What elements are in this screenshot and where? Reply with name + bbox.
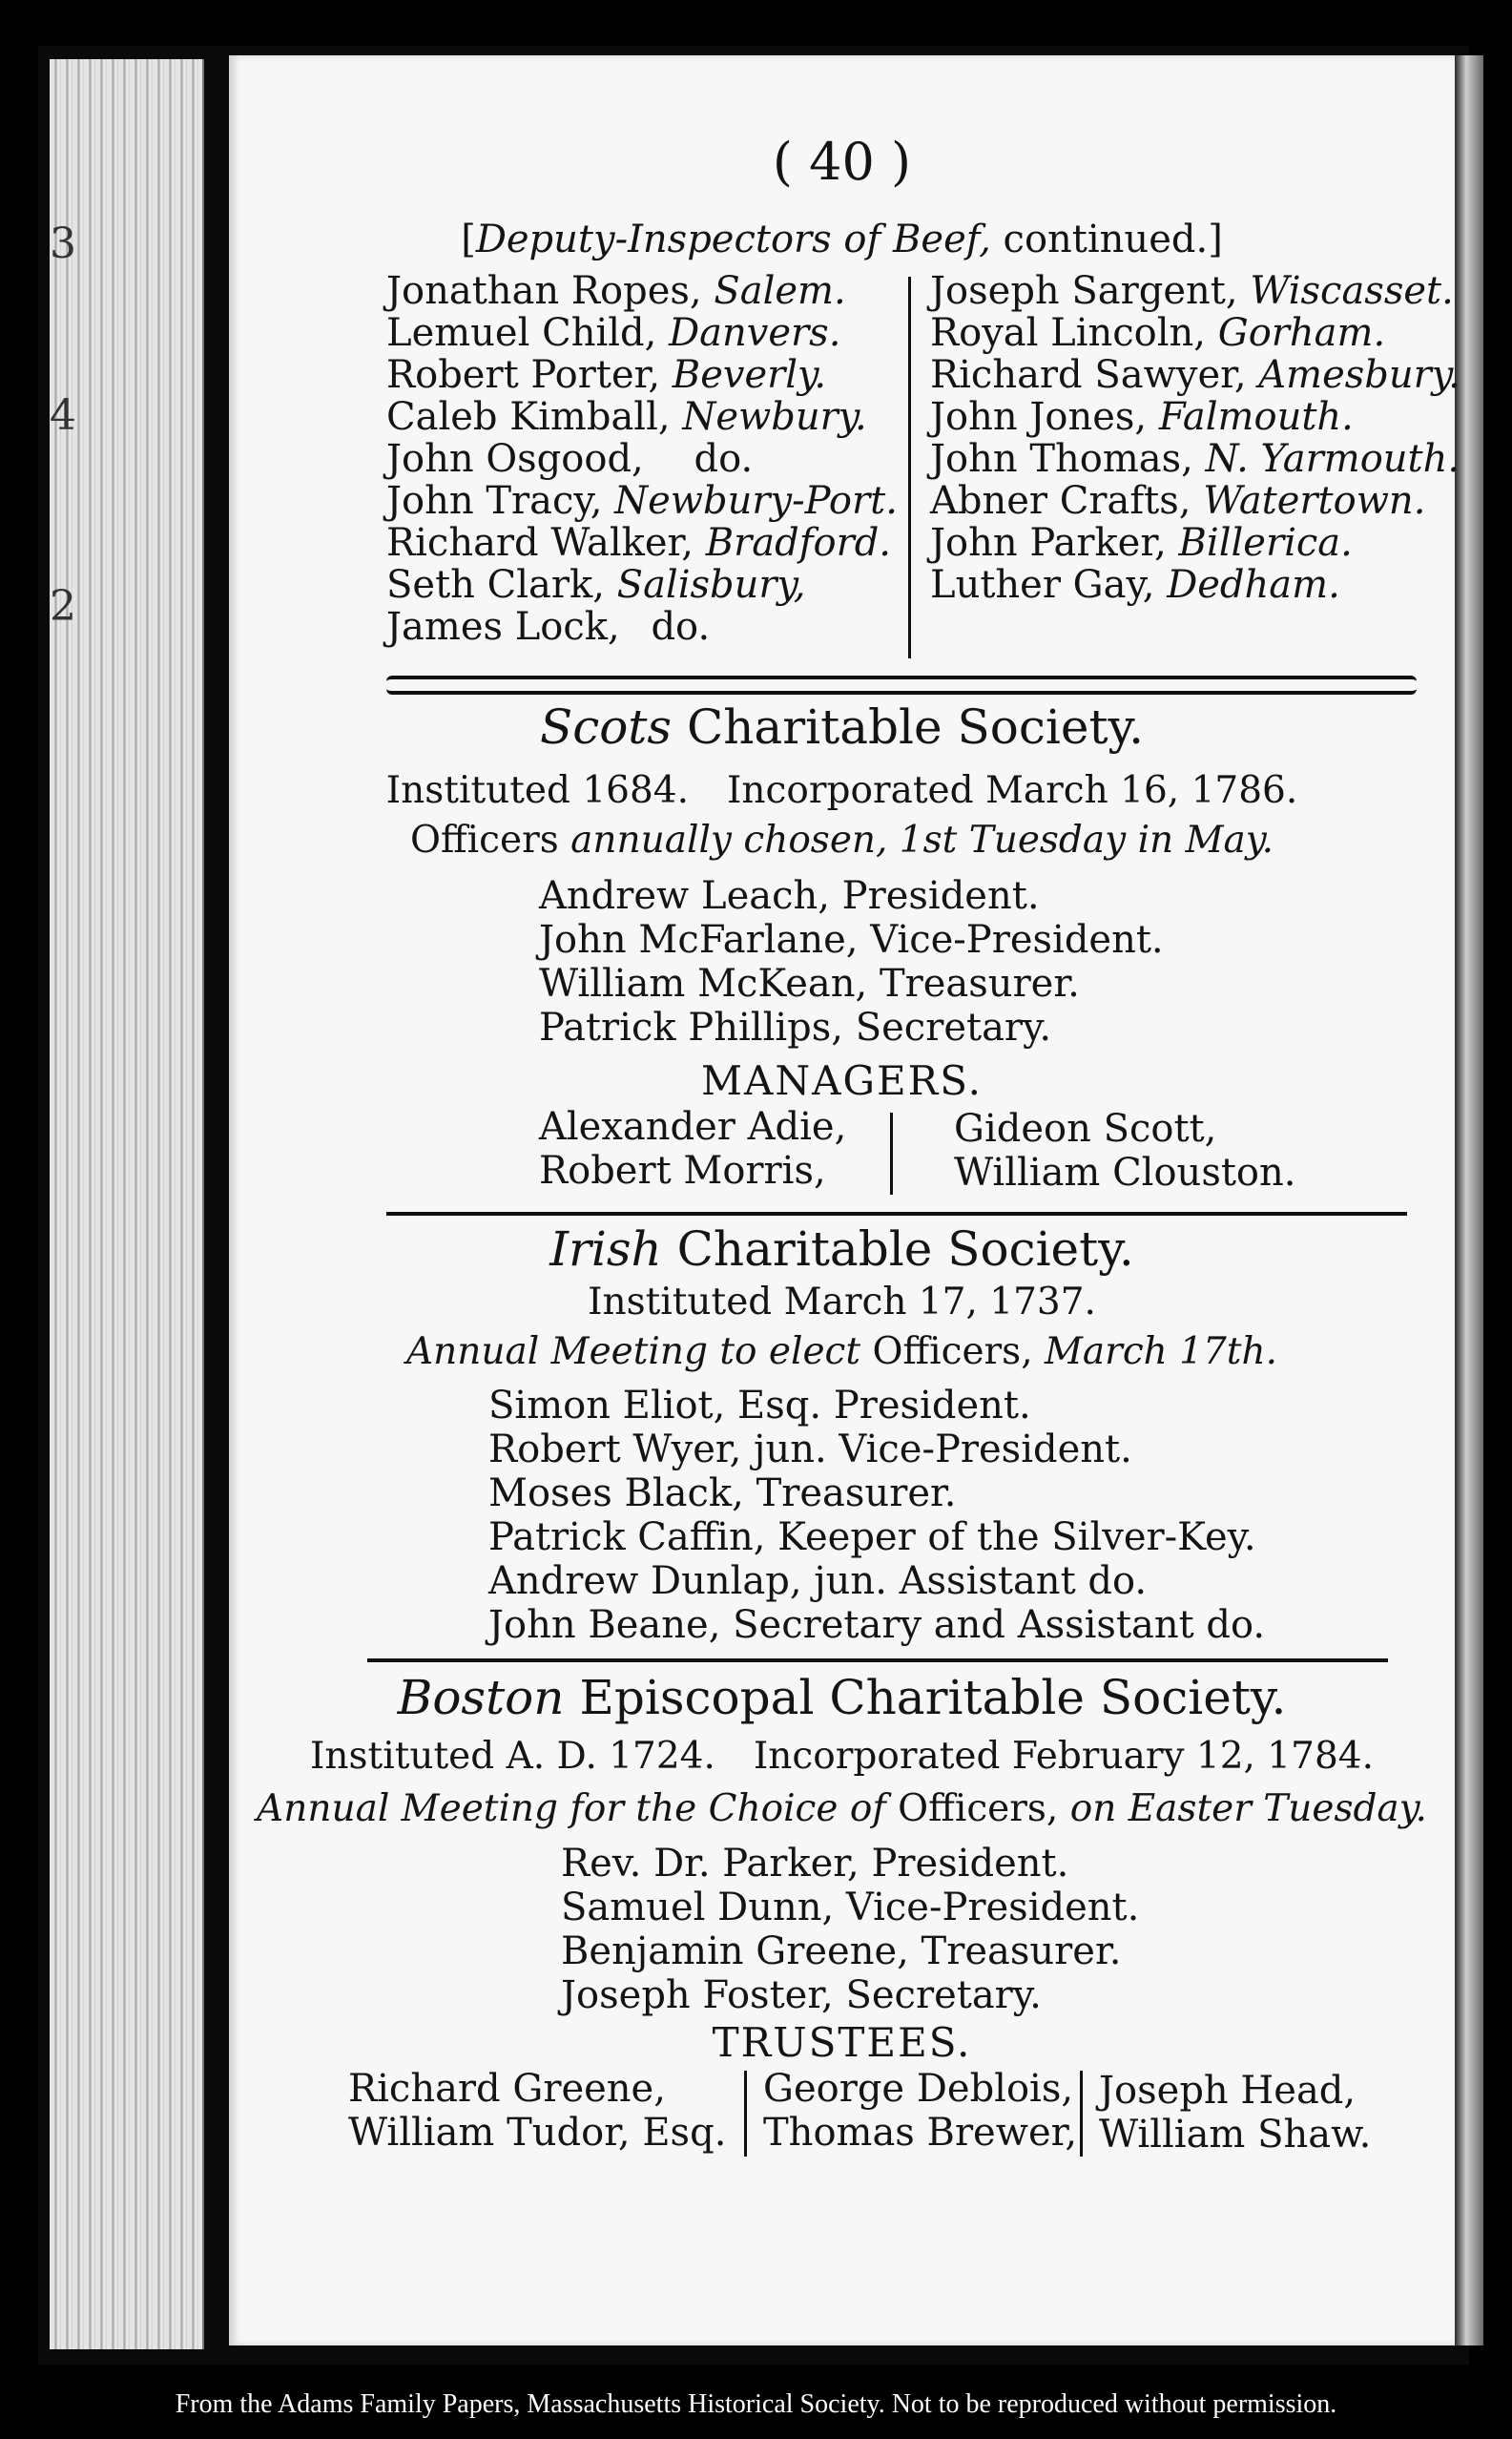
inspector-entry: John Thomas, N. Yarmouth.	[930, 437, 1460, 481]
continued-heading	[229, 218, 1455, 261]
irish-officer: Moses Black, Treasurer.	[488, 1471, 957, 1515]
irish-title-rest: Charitable Society.	[661, 1221, 1134, 1277]
inspector-entry: Luther Gay, Dedham.	[930, 563, 1340, 607]
margin-mark-1: 3	[50, 219, 76, 268]
manager-name: Robert Morris,	[539, 1149, 826, 1193]
inspector-entry: John Tracy, Newbury-Port.	[386, 479, 898, 523]
inspector-entry: Seth Clark, Salisbury,	[386, 563, 806, 607]
inspector-entry: James Lock, do.	[386, 605, 711, 649]
continued-heading-italic: Deputy-Inspectors of Beef,	[475, 218, 991, 261]
boston-society-title	[229, 1670, 1455, 1725]
inspectors-right-column	[930, 270, 1460, 606]
irish-instituted: Instituted March 17, 1737.	[588, 1281, 1096, 1324]
irish-officer: Patrick Caffin, Keeper of the Silver-Key.	[488, 1515, 1256, 1559]
trustees-divider	[744, 2071, 747, 2157]
irish-meeting-line: Annual Meeting to elect Officers, March 17th.	[406, 1330, 1277, 1373]
inspector-entry: John Jones, Falmouth.	[930, 395, 1354, 439]
boston-title-rest: Episcopal Charitable Society.	[564, 1670, 1287, 1725]
boston-officer: Benjamin Greene, Treasurer.	[561, 1929, 1122, 1973]
boston-dates	[229, 1735, 1455, 1778]
inspector-entry: Joseph Sargent, Wiscasset.	[930, 269, 1454, 313]
trustee-name: Richard Greene,	[348, 2067, 666, 2111]
trustee-name: Joseph Head,	[1099, 2069, 1357, 2113]
trustees-heading: TRUSTEES.	[712, 2019, 972, 2066]
inspectors-left-column	[386, 270, 898, 648]
inspector-entry: John Osgood, do.	[386, 437, 754, 481]
scots-officer: John McFarlane, Vice-President.	[539, 918, 1164, 962]
inspector-entry: Royal Lincoln, Gorham.	[930, 311, 1386, 355]
continued-heading-plain: continued.]	[990, 218, 1223, 261]
managers-divider	[890, 1113, 893, 1195]
managers-heading: MANAGERS.	[701, 1057, 983, 1104]
irish-officer: John Beane, Secretary and Assistant do.	[488, 1603, 1266, 1647]
manager-name: Alexander Adie,	[539, 1105, 847, 1149]
irish-title-italic: Irish	[549, 1221, 662, 1277]
column-divider	[908, 277, 911, 658]
boston-officer: Joseph Foster, Secretary.	[561, 1973, 1042, 2017]
document-page	[229, 55, 1460, 2345]
scots-officers-line: Officers annually chosen, 1st Tuesday in May.	[410, 819, 1274, 862]
trustee-name: William Shaw.	[1099, 2113, 1372, 2157]
inspector-entry: John Parker, Billerica.	[930, 521, 1353, 565]
trustee-name: George Deblois,	[763, 2067, 1074, 2111]
boston-officer: Samuel Dunn, Vice-President.	[561, 1886, 1140, 1929]
section-rule	[386, 1212, 1407, 1216]
copyright-footer: From the Adams Family Papers, Massachusetts Historical Society. Not to be reproduced without permission.	[175, 2389, 1337, 2419]
inspector-entry: Abner Crafts, Watertown.	[930, 479, 1426, 523]
irish-officer: Andrew Dunlap, jun. Assistant do.	[488, 1559, 1148, 1603]
inspector-entry: Robert Porter, Beverly.	[386, 353, 827, 397]
boston-instituted: Instituted A. D. 1724.	[310, 1735, 715, 1778]
section-rule	[367, 1658, 1388, 1662]
boston-officer: Rev. Dr. Parker, President.	[561, 1842, 1069, 1886]
margin-mark-3: 2	[50, 582, 76, 631]
scots-title-rest: Charitable Society.	[672, 699, 1145, 755]
trustee-name: William Tudor, Esq.	[348, 2111, 727, 2155]
scots-instituted: Instituted 1684.	[385, 769, 690, 812]
scots-officer: Andrew Leach, President.	[539, 874, 1040, 918]
manager-name: Gideon Scott,	[954, 1107, 1217, 1151]
scots-incorporated: Incorporated March 16, 1786.	[727, 769, 1298, 812]
scots-officer: William McKean, Treasurer.	[539, 962, 1080, 1006]
irish-society-title	[229, 1221, 1455, 1277]
trustee-name: Thomas Brewer,	[763, 2111, 1078, 2155]
continued-heading-bracket: [	[461, 218, 476, 261]
boston-title-italic: Boston	[397, 1670, 565, 1725]
inspector-entry: Lemuel Child, Danvers.	[386, 311, 841, 355]
trustees-divider	[1080, 2071, 1083, 2157]
inspector-entry: Caleb Kimball, Newbury.	[386, 395, 867, 439]
boston-incorporated: Incorporated February 12, 1784.	[753, 1735, 1374, 1778]
scots-society-title	[229, 699, 1455, 755]
manager-name: William Clouston.	[954, 1151, 1296, 1195]
inspector-entry: Jonathan Ropes, Salem.	[386, 269, 846, 313]
inspector-entry: Richard Walker, Bradford.	[386, 521, 892, 565]
inspector-entry: Richard Sawyer, Amesbury.	[930, 353, 1460, 397]
irish-officer: Robert Wyer, jun. Vice-President.	[488, 1428, 1132, 1471]
section-double-rule	[386, 676, 1417, 695]
scots-title-italic: Scots	[539, 699, 673, 755]
margin-mark-2: 4	[50, 391, 76, 440]
irish-officer: Simon Eliot, Esq. President.	[488, 1384, 1031, 1428]
boston-meeting-line: Annual Meeting for the Choice of Officers, on Easter Tuesday.	[257, 1787, 1427, 1830]
scots-officer: Patrick Phillips, Secretary.	[539, 1006, 1052, 1050]
page-number: ( 40 )	[772, 132, 912, 192]
scots-dates	[229, 769, 1455, 812]
